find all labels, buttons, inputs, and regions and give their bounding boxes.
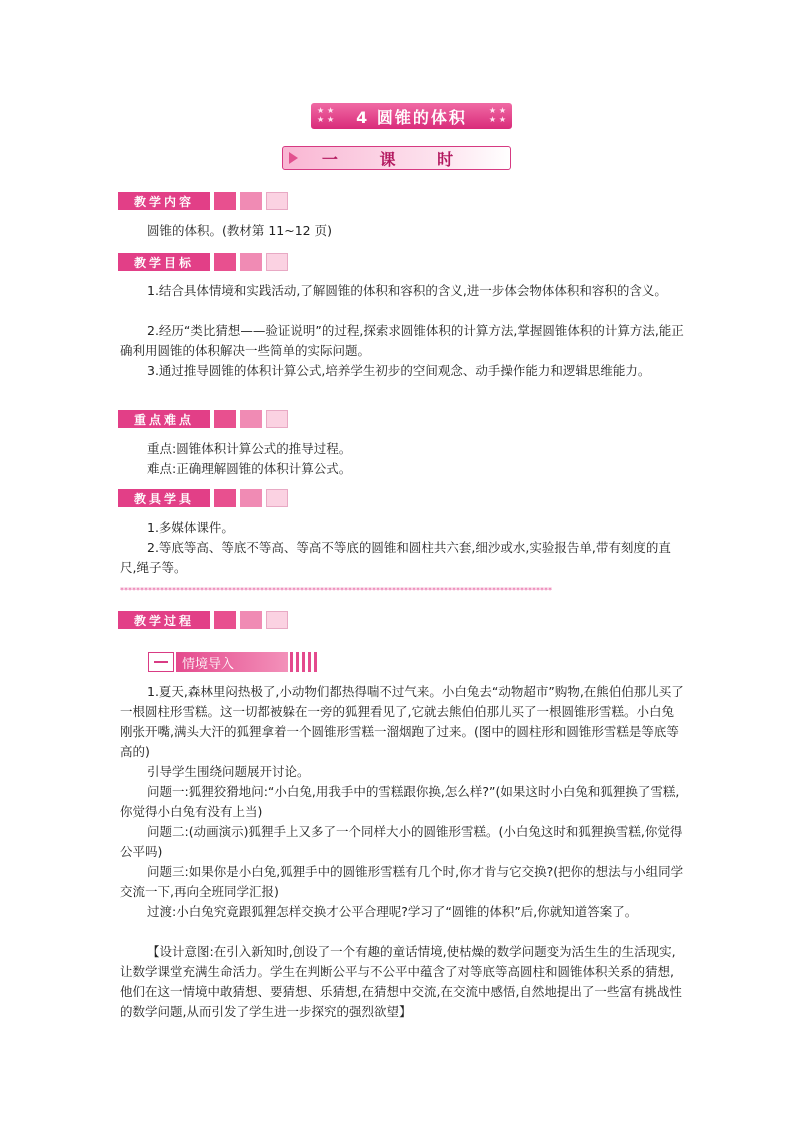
star-decoration-icon: ★ ★ ★ ★ <box>317 106 335 124</box>
section-header-tools <box>118 489 288 507</box>
tool-item: 1.多媒体课件。 <box>147 520 234 535</box>
intro-paragraph: 过渡:小白兔究竟跟狐狸怎样交换才公平合理呢?学习了“圆锥的体积”后,你就知道答案了。 <box>147 904 638 919</box>
goal-item: 2.经历“类比猜想——验证说明”的过程,探索求圆锥体积的计算方法,掌握圆锥体积的计算方法,能正确利用圆锥的体积解决一些简单的实际问题。 <box>120 323 684 358</box>
square-decoration-icon <box>266 489 288 507</box>
goal-item: 1.结合具体情境和实践活动,了解圆锥的体积和容积的含义,进一步体会物体体积和容积的含义。 <box>147 283 667 298</box>
section-label: 重点难点 <box>118 410 210 428</box>
intro-paragraph: 问题一:狐狸狡猾地问:“小白兔,用我手中的雪糕跟你换,怎么样?”(如果这时小白兔和狐狸换了雪糕,你觉得小白兔有没有上当) <box>120 784 680 819</box>
step-header-intro <box>148 651 320 673</box>
square-decoration-icon <box>240 611 262 629</box>
square-decoration-icon <box>240 410 262 428</box>
key-point-item: 难点:正确理解圆锥的体积计算公式。 <box>147 461 352 476</box>
section-label: 教学目标 <box>118 253 210 271</box>
key-point-item: 重点:圆锥体积计算公式的推导过程。 <box>147 441 352 456</box>
section-label: 教学内容 <box>118 192 210 210</box>
section-header-goals <box>118 253 288 271</box>
square-decoration-icon <box>214 410 236 428</box>
lesson-title: 4 圆锥的体积 <box>356 107 467 127</box>
intro-paragraph: 问题三:如果你是小白兔,狐狸手中的圆锥形雪糕有几个时,你才肯与它交换?(把你的想法与小组同学交流一下,再向全班同学汇报) <box>120 864 684 899</box>
content-text: 圆锥的体积。(教材第 11~12 页) <box>147 223 332 238</box>
intro-paragraph: 问题二:(动画演示)狐狸手上又多了一个同样大小的圆锥形雪糕。(小白兔这时和狐狸换雪糕,你觉得公平吗) <box>120 824 683 859</box>
square-decoration-icon <box>240 192 262 210</box>
goal-item: 3.通过推导圆锥的体积计算公式,培养学生初步的空间观念、动手操作能力和逻辑思维能力。 <box>147 363 651 378</box>
star-divider: ************************************************************************************************************ <box>120 587 552 595</box>
step-label: 情境导入 <box>176 652 288 672</box>
square-decoration-icon <box>214 611 236 629</box>
square-decoration-icon <box>214 253 236 271</box>
square-decoration-icon <box>214 192 236 210</box>
square-decoration-icon <box>214 489 236 507</box>
square-decoration-icon <box>266 192 288 210</box>
square-decoration-icon <box>266 611 288 629</box>
intro-paragraph: 引导学生围绕问题展开讨论。 <box>147 764 310 779</box>
lesson-period-banner <box>282 146 511 170</box>
stripe-decoration-icon <box>290 652 320 672</box>
step-number-one-icon <box>148 652 174 672</box>
section-label: 教具学具 <box>118 489 210 507</box>
square-decoration-icon <box>240 253 262 271</box>
design-intent-paragraph: 【设计意图:在引入新知时,创设了一个有趣的童话情境,使枯燥的数学问题变为活生生的生活现实,让数学课堂充满生命活力。学生在判断公平与不公平中蕴含了对等底等高圆柱和圆锥体积关系的猜想,他们在这一情境中敢猜想、要猜想、乐猜想,在猜想中交流,在交流中感悟,自然地提出了一些富有挑战性的数学问题,从而引发了学生进一步探究的强烈欲望】 <box>120 944 682 1019</box>
section-label: 教学过程 <box>118 611 210 629</box>
square-decoration-icon <box>240 489 262 507</box>
lesson-title-banner <box>311 103 512 129</box>
section-header-process <box>118 611 288 629</box>
arrow-right-icon <box>289 152 298 164</box>
square-decoration-icon <box>266 410 288 428</box>
section-header-content <box>118 192 288 210</box>
star-decoration-icon: ★ ★ ★ ★ <box>488 106 506 124</box>
square-decoration-icon <box>266 253 288 271</box>
tool-item: 2.等底等高、等底不等高、等高不等底的圆锥和圆柱共六套,细沙或水,实验报告单,带有刻度的直尺,绳子等。 <box>120 540 671 575</box>
section-header-key-points <box>118 410 288 428</box>
intro-paragraph: 1.夏天,森林里闷热极了,小动物们都热得喘不过气来。小白兔去“动物超市”购物,在熊伯伯那儿买了一根圆柱形雪糕。这一切都被躲在一旁的狐狸看见了,它就去熊伯伯那儿买了一根圆锥形雪糕。小白兔刚张开嘴,满头大汗的狐狸拿着一个圆锥形雪糕一溜烟跑了过来。(图中的圆柱形和圆锥形雪糕是等底等高的) <box>120 684 684 759</box>
lesson-period: 一 课 时 <box>321 149 472 169</box>
